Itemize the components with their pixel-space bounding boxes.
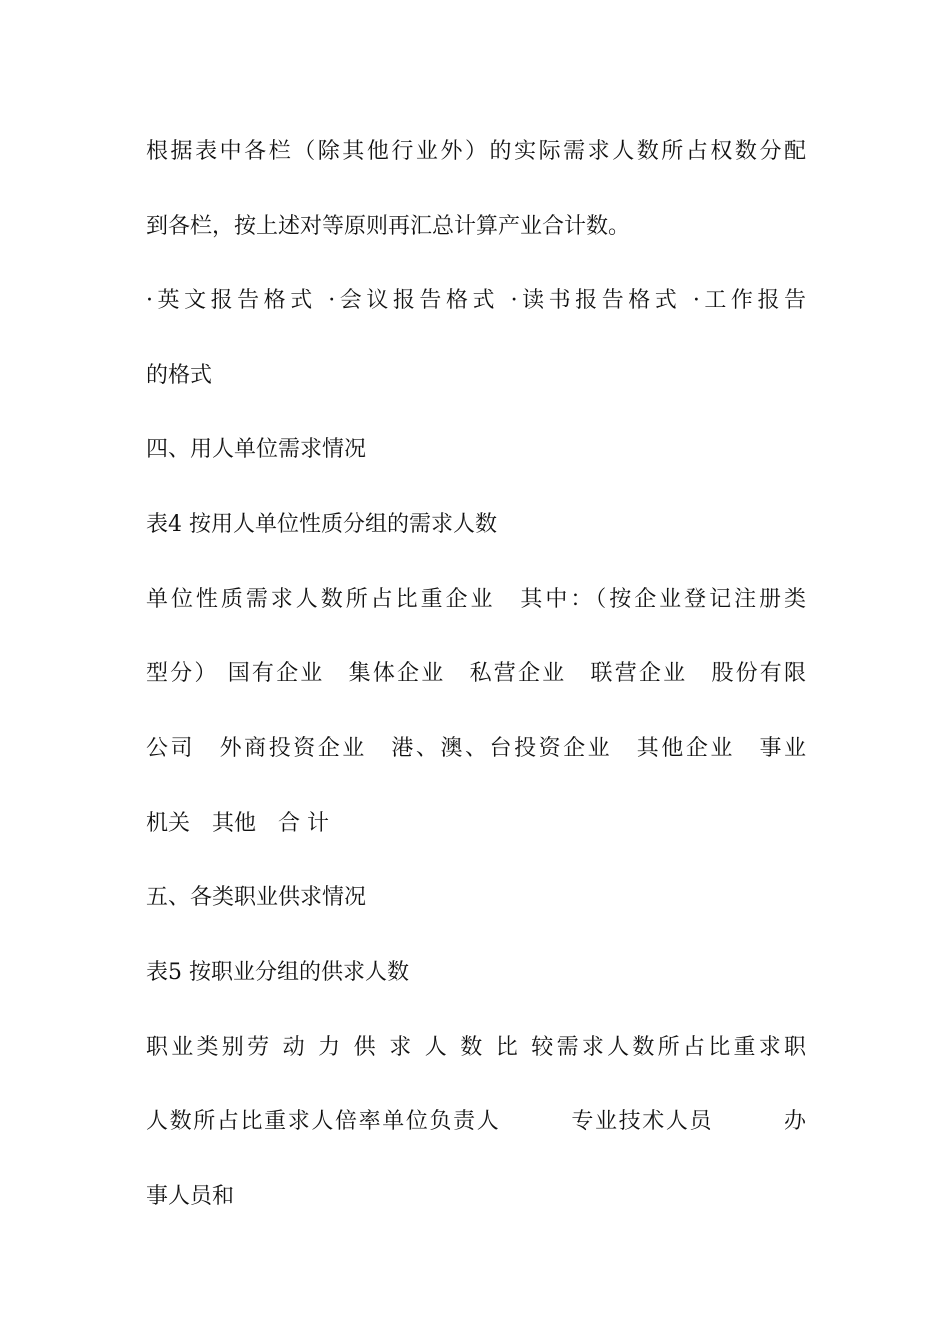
- section-heading-4: 四、用人单位需求情况: [146, 437, 367, 462]
- text-line-3: ·英文报告格式 ·会议报告格式 ·读书报告格式 ·工作报告: [146, 288, 806, 313]
- text-line-4: 的格式: [146, 363, 213, 388]
- text-line-13: 职业类别劳 动 力 供 求 人 数 比 较需求人数所占比重求职: [146, 1035, 806, 1060]
- text-line-7: 单位性质需求人数所占比重企业 其中：（按企业登记注册类: [146, 587, 806, 612]
- text-line-15: 事人员和: [146, 1184, 235, 1209]
- text-line-8: 型分） 国有企业 集体企业 私营企业 联营企业 股份有限: [146, 661, 806, 686]
- text-line-9: 公司 外商投资企业 港、澳、台投资企业 其他企业 事业: [146, 736, 806, 761]
- text-line-2: 到各栏，按上述对等原则再汇总计算产业合计数。: [146, 214, 631, 239]
- text-line-1: 根据表中各栏（除其他行业外）的实际需求人数所占权数分配: [146, 139, 806, 164]
- table-caption-5: 表5 按职业分组的供求人数: [146, 960, 409, 985]
- text-line-14: 人数所占比重求人倍率单位负责人 专业技术人员 办: [146, 1109, 806, 1134]
- section-heading-5: 五、各类职业供求情况: [146, 885, 367, 910]
- table-caption-4: 表4 按用人单位性质分组的需求人数: [146, 512, 497, 537]
- text-line-10: 机关 其他 合 计: [146, 811, 329, 836]
